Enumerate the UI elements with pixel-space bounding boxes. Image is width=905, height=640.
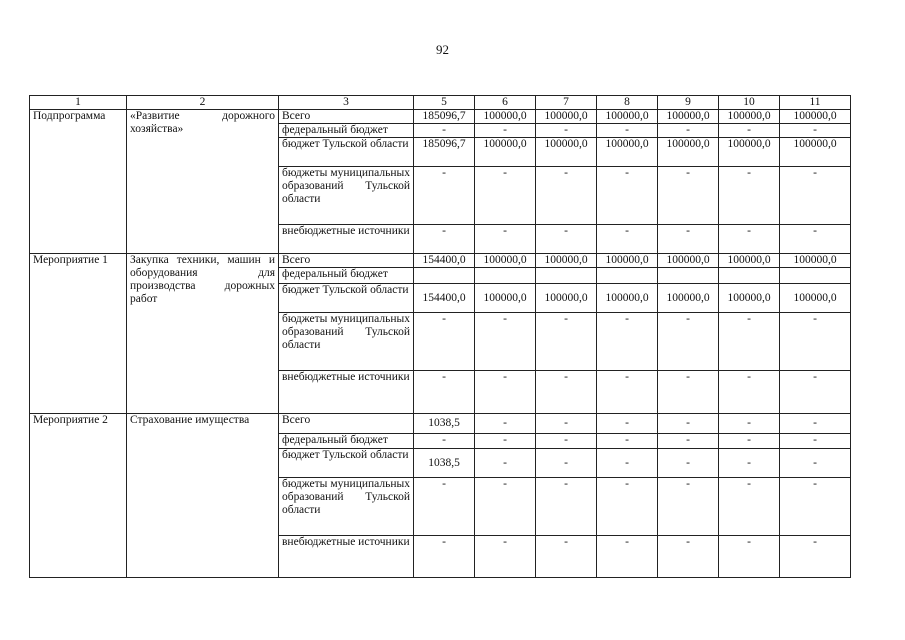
value-cell: - xyxy=(658,536,719,578)
value-cell: 100000,0 xyxy=(475,284,536,313)
value-cell: - xyxy=(414,167,475,225)
value-cell: - xyxy=(597,225,658,254)
header-row xyxy=(30,96,851,110)
value-cell: - xyxy=(597,124,658,138)
value-cell: - xyxy=(719,478,780,536)
value-cell: - xyxy=(658,414,719,434)
funding-source-cell: бюджет Тульской области xyxy=(279,138,414,167)
value-cell: - xyxy=(719,414,780,434)
value-cell: 100000,0 xyxy=(719,138,780,167)
value-cell: - xyxy=(536,478,597,536)
value-cell: - xyxy=(475,536,536,578)
header-cell: 7 xyxy=(536,96,597,110)
value-cell: 1038,5 xyxy=(414,449,475,478)
value-cell: 100000,0 xyxy=(536,254,597,268)
value-cell: - xyxy=(475,434,536,449)
funding-source-cell: внебюджетные источники xyxy=(279,225,414,254)
header-cell: 11 xyxy=(780,96,851,110)
value-cell: - xyxy=(780,313,851,371)
value-cell: - xyxy=(536,371,597,414)
value-cell: 185096,7 xyxy=(414,138,475,167)
value-cell: 100000,0 xyxy=(475,254,536,268)
item-name-cell: Мероприятие 1 xyxy=(30,254,127,414)
value-cell: - xyxy=(658,434,719,449)
value-cell: - xyxy=(719,536,780,578)
value-cell: - xyxy=(658,371,719,414)
header-cell: 3 xyxy=(279,96,414,110)
value-cell: 154400,0 xyxy=(414,254,475,268)
header-cell: 5 xyxy=(414,96,475,110)
value-cell: - xyxy=(414,371,475,414)
value-cell: - xyxy=(475,371,536,414)
value-cell: 100000,0 xyxy=(658,138,719,167)
value-cell: - xyxy=(597,371,658,414)
value-cell: - xyxy=(658,225,719,254)
item-description-cell: «Развитие дорожного хозяйства» xyxy=(127,110,279,254)
value-cell: - xyxy=(658,449,719,478)
value-cell: 100000,0 xyxy=(536,284,597,313)
funding-source-cell: бюджет Тульской области xyxy=(279,284,414,313)
value-cell: - xyxy=(780,371,851,414)
value-cell xyxy=(536,268,597,284)
header-cell: 10 xyxy=(719,96,780,110)
value-cell: - xyxy=(536,313,597,371)
value-cell: 100000,0 xyxy=(780,110,851,124)
value-cell: 100000,0 xyxy=(658,254,719,268)
value-cell: - xyxy=(780,536,851,578)
table-row xyxy=(30,110,851,124)
value-cell: - xyxy=(536,536,597,578)
value-cell: - xyxy=(414,313,475,371)
value-cell: 100000,0 xyxy=(780,254,851,268)
value-cell: - xyxy=(719,167,780,225)
value-cell: - xyxy=(536,167,597,225)
funding-source-cell: Всего xyxy=(279,414,414,434)
item-name-cell: Подпрограмма xyxy=(30,110,127,254)
value-cell: - xyxy=(536,449,597,478)
value-cell: - xyxy=(475,313,536,371)
value-cell: - xyxy=(658,167,719,225)
funding-source-cell: бюджеты муниципальных образований Тульской области xyxy=(279,313,414,371)
value-cell xyxy=(719,268,780,284)
value-cell: - xyxy=(780,434,851,449)
header-cell: 1 xyxy=(30,96,127,110)
header-cell: 2 xyxy=(127,96,279,110)
value-cell: 100000,0 xyxy=(475,110,536,124)
value-cell xyxy=(414,268,475,284)
value-cell: - xyxy=(414,225,475,254)
value-cell: 100000,0 xyxy=(780,284,851,313)
table-row xyxy=(30,254,851,268)
value-cell: - xyxy=(536,434,597,449)
value-cell xyxy=(475,268,536,284)
value-cell: - xyxy=(414,536,475,578)
header-cell: 8 xyxy=(597,96,658,110)
value-cell: - xyxy=(536,124,597,138)
item-description-cell: Закупка техники, машин и оборудования для производства дорожных работ xyxy=(127,254,279,414)
value-cell: - xyxy=(658,124,719,138)
value-cell: - xyxy=(780,167,851,225)
value-cell: - xyxy=(536,414,597,434)
funding-source-cell: бюджеты муниципальных образований Тульской области xyxy=(279,167,414,225)
value-cell: - xyxy=(475,449,536,478)
value-cell: 100000,0 xyxy=(780,138,851,167)
value-cell: - xyxy=(475,124,536,138)
value-cell xyxy=(597,268,658,284)
value-cell: 100000,0 xyxy=(597,110,658,124)
value-cell: - xyxy=(719,449,780,478)
value-cell: - xyxy=(536,225,597,254)
value-cell: - xyxy=(414,478,475,536)
value-cell: 100000,0 xyxy=(536,138,597,167)
value-cell: - xyxy=(658,313,719,371)
value-cell: 100000,0 xyxy=(719,110,780,124)
value-cell: - xyxy=(780,478,851,536)
value-cell: - xyxy=(719,313,780,371)
value-cell: 100000,0 xyxy=(536,110,597,124)
value-cell: 185096,7 xyxy=(414,110,475,124)
value-cell: - xyxy=(597,449,658,478)
table-row xyxy=(30,414,851,434)
budget-table xyxy=(29,95,851,578)
item-name-cell: Мероприятие 2 xyxy=(30,414,127,578)
value-cell: 100000,0 xyxy=(475,138,536,167)
value-cell: - xyxy=(719,434,780,449)
value-cell: - xyxy=(597,478,658,536)
value-cell: - xyxy=(597,536,658,578)
value-cell: - xyxy=(658,478,719,536)
header-cell: 6 xyxy=(475,96,536,110)
page-number: 92 xyxy=(436,42,449,57)
value-cell: 1038,5 xyxy=(414,414,475,434)
funding-source-cell: бюджеты муниципальных образований Тульской области xyxy=(279,478,414,536)
value-cell: - xyxy=(414,124,475,138)
value-cell: 100000,0 xyxy=(719,284,780,313)
value-cell: - xyxy=(780,449,851,478)
value-cell: 100000,0 xyxy=(719,254,780,268)
value-cell: - xyxy=(719,124,780,138)
value-cell: - xyxy=(597,167,658,225)
funding-source-cell: федеральный бюджет xyxy=(279,434,414,449)
value-cell: - xyxy=(414,434,475,449)
value-cell xyxy=(658,268,719,284)
funding-source-cell: Всего xyxy=(279,110,414,124)
item-description-cell: Страхование имущества xyxy=(127,414,279,578)
value-cell: 100000,0 xyxy=(597,254,658,268)
value-cell: - xyxy=(780,414,851,434)
value-cell: - xyxy=(597,313,658,371)
value-cell: - xyxy=(597,414,658,434)
funding-source-cell: бюджет Тульской области xyxy=(279,449,414,478)
table-body xyxy=(30,96,851,578)
value-cell: - xyxy=(780,225,851,254)
value-cell: 100000,0 xyxy=(658,110,719,124)
funding-source-cell: внебюджетные источники xyxy=(279,371,414,414)
funding-source-cell: федеральный бюджет xyxy=(279,124,414,138)
funding-source-cell: федеральный бюджет xyxy=(279,268,414,284)
funding-source-cell: Всего xyxy=(279,254,414,268)
value-cell: - xyxy=(780,124,851,138)
value-cell: 100000,0 xyxy=(597,284,658,313)
value-cell: 100000,0 xyxy=(597,138,658,167)
value-cell: - xyxy=(597,434,658,449)
value-cell: - xyxy=(475,167,536,225)
value-cell: 100000,0 xyxy=(658,284,719,313)
header-cell: 9 xyxy=(658,96,719,110)
value-cell: - xyxy=(719,371,780,414)
value-cell: 154400,0 xyxy=(414,284,475,313)
value-cell: - xyxy=(475,478,536,536)
value-cell: - xyxy=(719,225,780,254)
value-cell: - xyxy=(475,414,536,434)
value-cell xyxy=(780,268,851,284)
funding-source-cell: внебюджетные источники xyxy=(279,536,414,578)
value-cell: - xyxy=(475,225,536,254)
